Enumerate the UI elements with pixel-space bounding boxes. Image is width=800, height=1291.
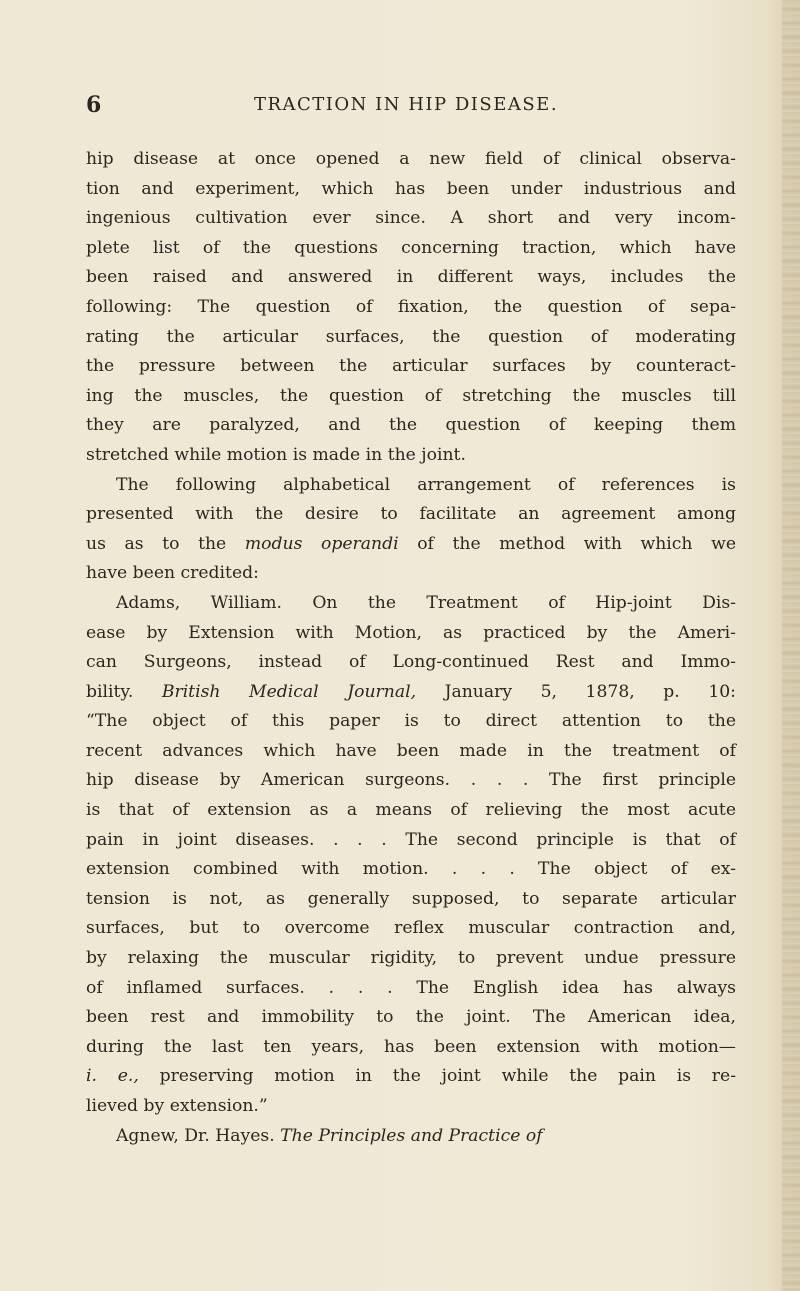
text-line: recent advances which have been made in the treatment of	[86, 740, 736, 761]
italic-text: i. e.,	[86, 1066, 139, 1087]
text-line: can Surgeons, instead of Long-continued Rest and Immo-	[86, 652, 736, 673]
italic-text: British Medical Journal,	[161, 681, 417, 702]
text-line: hip disease by American surgeons. . . . The first principle	[86, 770, 736, 791]
text-line: been rest and immobility to the joint. The American idea,	[86, 1007, 736, 1028]
text-line: pain in joint diseases. . . . The second principle is that of	[86, 829, 736, 850]
text-line: plete list of the questions concerning traction, which have	[86, 237, 736, 258]
text-run: Agnew, Dr. Hayes.	[116, 1125, 281, 1146]
text-line: ingenious cultivation ever since. A short and very incom-	[86, 208, 736, 229]
page-edge	[782, 0, 800, 1291]
text-line: stretched while motion is made in the joint.	[86, 444, 466, 465]
text-line: ing the muscles, the question of stretching the muscles till	[86, 385, 736, 406]
text-line	[86, 1122, 736, 1152]
text-line: been raised and answered in different ways, includes the	[86, 267, 736, 288]
text-line: The following alphabetical arrangement of references is	[116, 474, 736, 495]
text-run: January 5, 1878, p. 10:	[416, 681, 736, 702]
text-line: Adams, William. On the Treatment of Hip-joint Dis-	[116, 592, 736, 613]
text-run: preserving motion in the joint while the pain is re-	[138, 1066, 737, 1087]
text-line: of inflamed surfaces. . . . The English idea has always	[86, 977, 736, 998]
text-line: the pressure between the articular surfaces by counteract-	[86, 356, 736, 377]
body-text	[86, 145, 736, 1151]
text-line: following: The question of fixation, the question of sepa-	[86, 296, 736, 317]
italic-text: The Principles and Practice of	[280, 1125, 543, 1146]
italic-text: modus operandi	[244, 533, 399, 554]
text-line: surfaces, but to overcome reflex muscular contraction and,	[86, 918, 736, 939]
text-line	[86, 530, 736, 560]
running-head: TRACTION IN HIP DISEASE.	[253, 94, 559, 115]
text-line: presented with the desire to facilitate an agreement among	[86, 504, 736, 525]
text-line: is that of extension as a means of relieving the most acute	[86, 800, 736, 821]
text-line: ease by Extension with Motion, as practiced by the Ameri-	[86, 622, 736, 643]
text-line: “The object of this paper is to direct attention to the	[86, 711, 736, 732]
text-run: us as to the	[86, 533, 245, 554]
text-line: during the last ten years, has been extension with motion—	[86, 1036, 736, 1057]
text-line	[86, 1062, 736, 1092]
text-run: bility.	[86, 681, 162, 702]
text-line: extension combined with motion. . . . The object of ex-	[86, 859, 736, 880]
text-line: have been credited:	[86, 563, 259, 584]
text-line: rating the articular surfaces, the question of moderating	[86, 326, 736, 347]
text-line	[86, 678, 736, 708]
text-line: they are paralyzed, and the question of keeping them	[86, 415, 736, 436]
text-line: tion and experiment, which has been under industrious and	[86, 178, 736, 199]
text-line: by relaxing the muscular rigidity, to prevent undue pressure	[86, 948, 736, 969]
text-run: of the method with which we	[398, 533, 736, 554]
text-line: tension is not, as generally supposed, to separate articular	[86, 888, 736, 909]
text-line: hip disease at once opened a new field of clinical observa-	[86, 149, 736, 169]
page-number: 6	[86, 92, 102, 118]
page-header	[86, 92, 726, 120]
text-line: lieved by extension.”	[86, 1096, 268, 1116]
